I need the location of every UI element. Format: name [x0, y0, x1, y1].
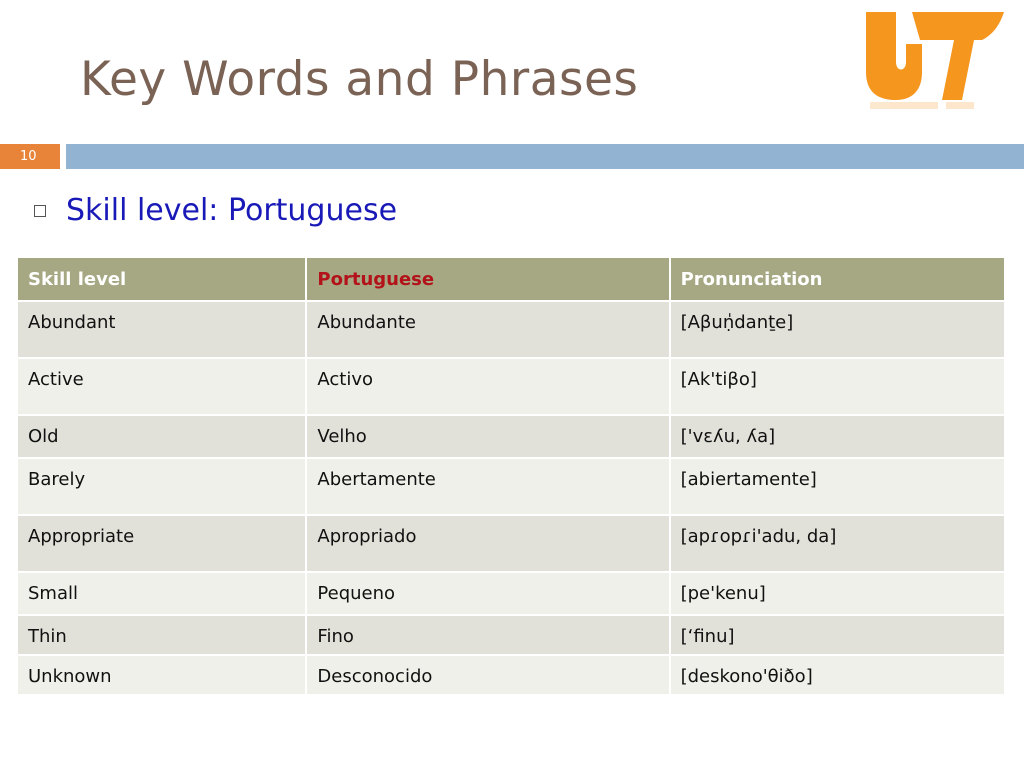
cell-pronunciation: [Aβuṇ̍danṯe]	[670, 301, 1005, 358]
cell-portuguese: Activo	[306, 358, 669, 415]
cell-english: Barely	[17, 458, 306, 515]
bullet-heading: Skill level: Portuguese	[66, 192, 398, 228]
cell-pronunciation: [apɾopɾi'adu, da]	[670, 515, 1005, 572]
cell-pronunciation: ['vɛʎu, ʎa]	[670, 415, 1005, 458]
slide-number: 10	[0, 144, 60, 169]
vocabulary-table	[16, 256, 1006, 696]
cell-english: Small	[17, 572, 306, 615]
cell-portuguese: Fino	[306, 615, 669, 655]
table-row	[17, 358, 1005, 415]
cell-english: Active	[17, 358, 306, 415]
header-bar	[66, 144, 1024, 169]
table-row	[17, 572, 1005, 615]
cell-portuguese: Velho	[306, 415, 669, 458]
cell-pronunciation: [abiertamente]	[670, 458, 1005, 515]
column-header-portuguese: Portuguese	[306, 257, 669, 301]
cell-english: Appropriate	[17, 515, 306, 572]
table-row	[17, 655, 1005, 695]
table-row	[17, 615, 1005, 655]
slide-title: Key Words and Phrases	[80, 52, 639, 107]
cell-pronunciation: [‘finu]	[670, 615, 1005, 655]
table-row	[17, 301, 1005, 358]
table-row	[17, 458, 1005, 515]
cell-pronunciation: [pe'kenu]	[670, 572, 1005, 615]
cell-english: Old	[17, 415, 306, 458]
table-row	[17, 415, 1005, 458]
bullet-item	[34, 190, 397, 230]
cell-portuguese: Apropriado	[306, 515, 669, 572]
cell-portuguese: Desconocido	[306, 655, 669, 695]
cell-english: Abundant	[17, 301, 306, 358]
table-header-row	[17, 257, 1005, 301]
column-header-skill-level: Skill level	[17, 257, 306, 301]
cell-english: Thin	[17, 615, 306, 655]
cell-portuguese: Abertamente	[306, 458, 669, 515]
ut-logo-icon	[862, 10, 1008, 112]
table-row	[17, 515, 1005, 572]
cell-portuguese: Pequeno	[306, 572, 669, 615]
cell-pronunciation: [Ak'tiβo]	[670, 358, 1005, 415]
square-bullet-icon	[34, 205, 46, 217]
cell-portuguese: Abundante	[306, 301, 669, 358]
column-header-pronunciation: Pronunciation	[670, 257, 1005, 301]
cell-pronunciation: [deskono'θiðo]	[670, 655, 1005, 695]
cell-english: Unknown	[17, 655, 306, 695]
